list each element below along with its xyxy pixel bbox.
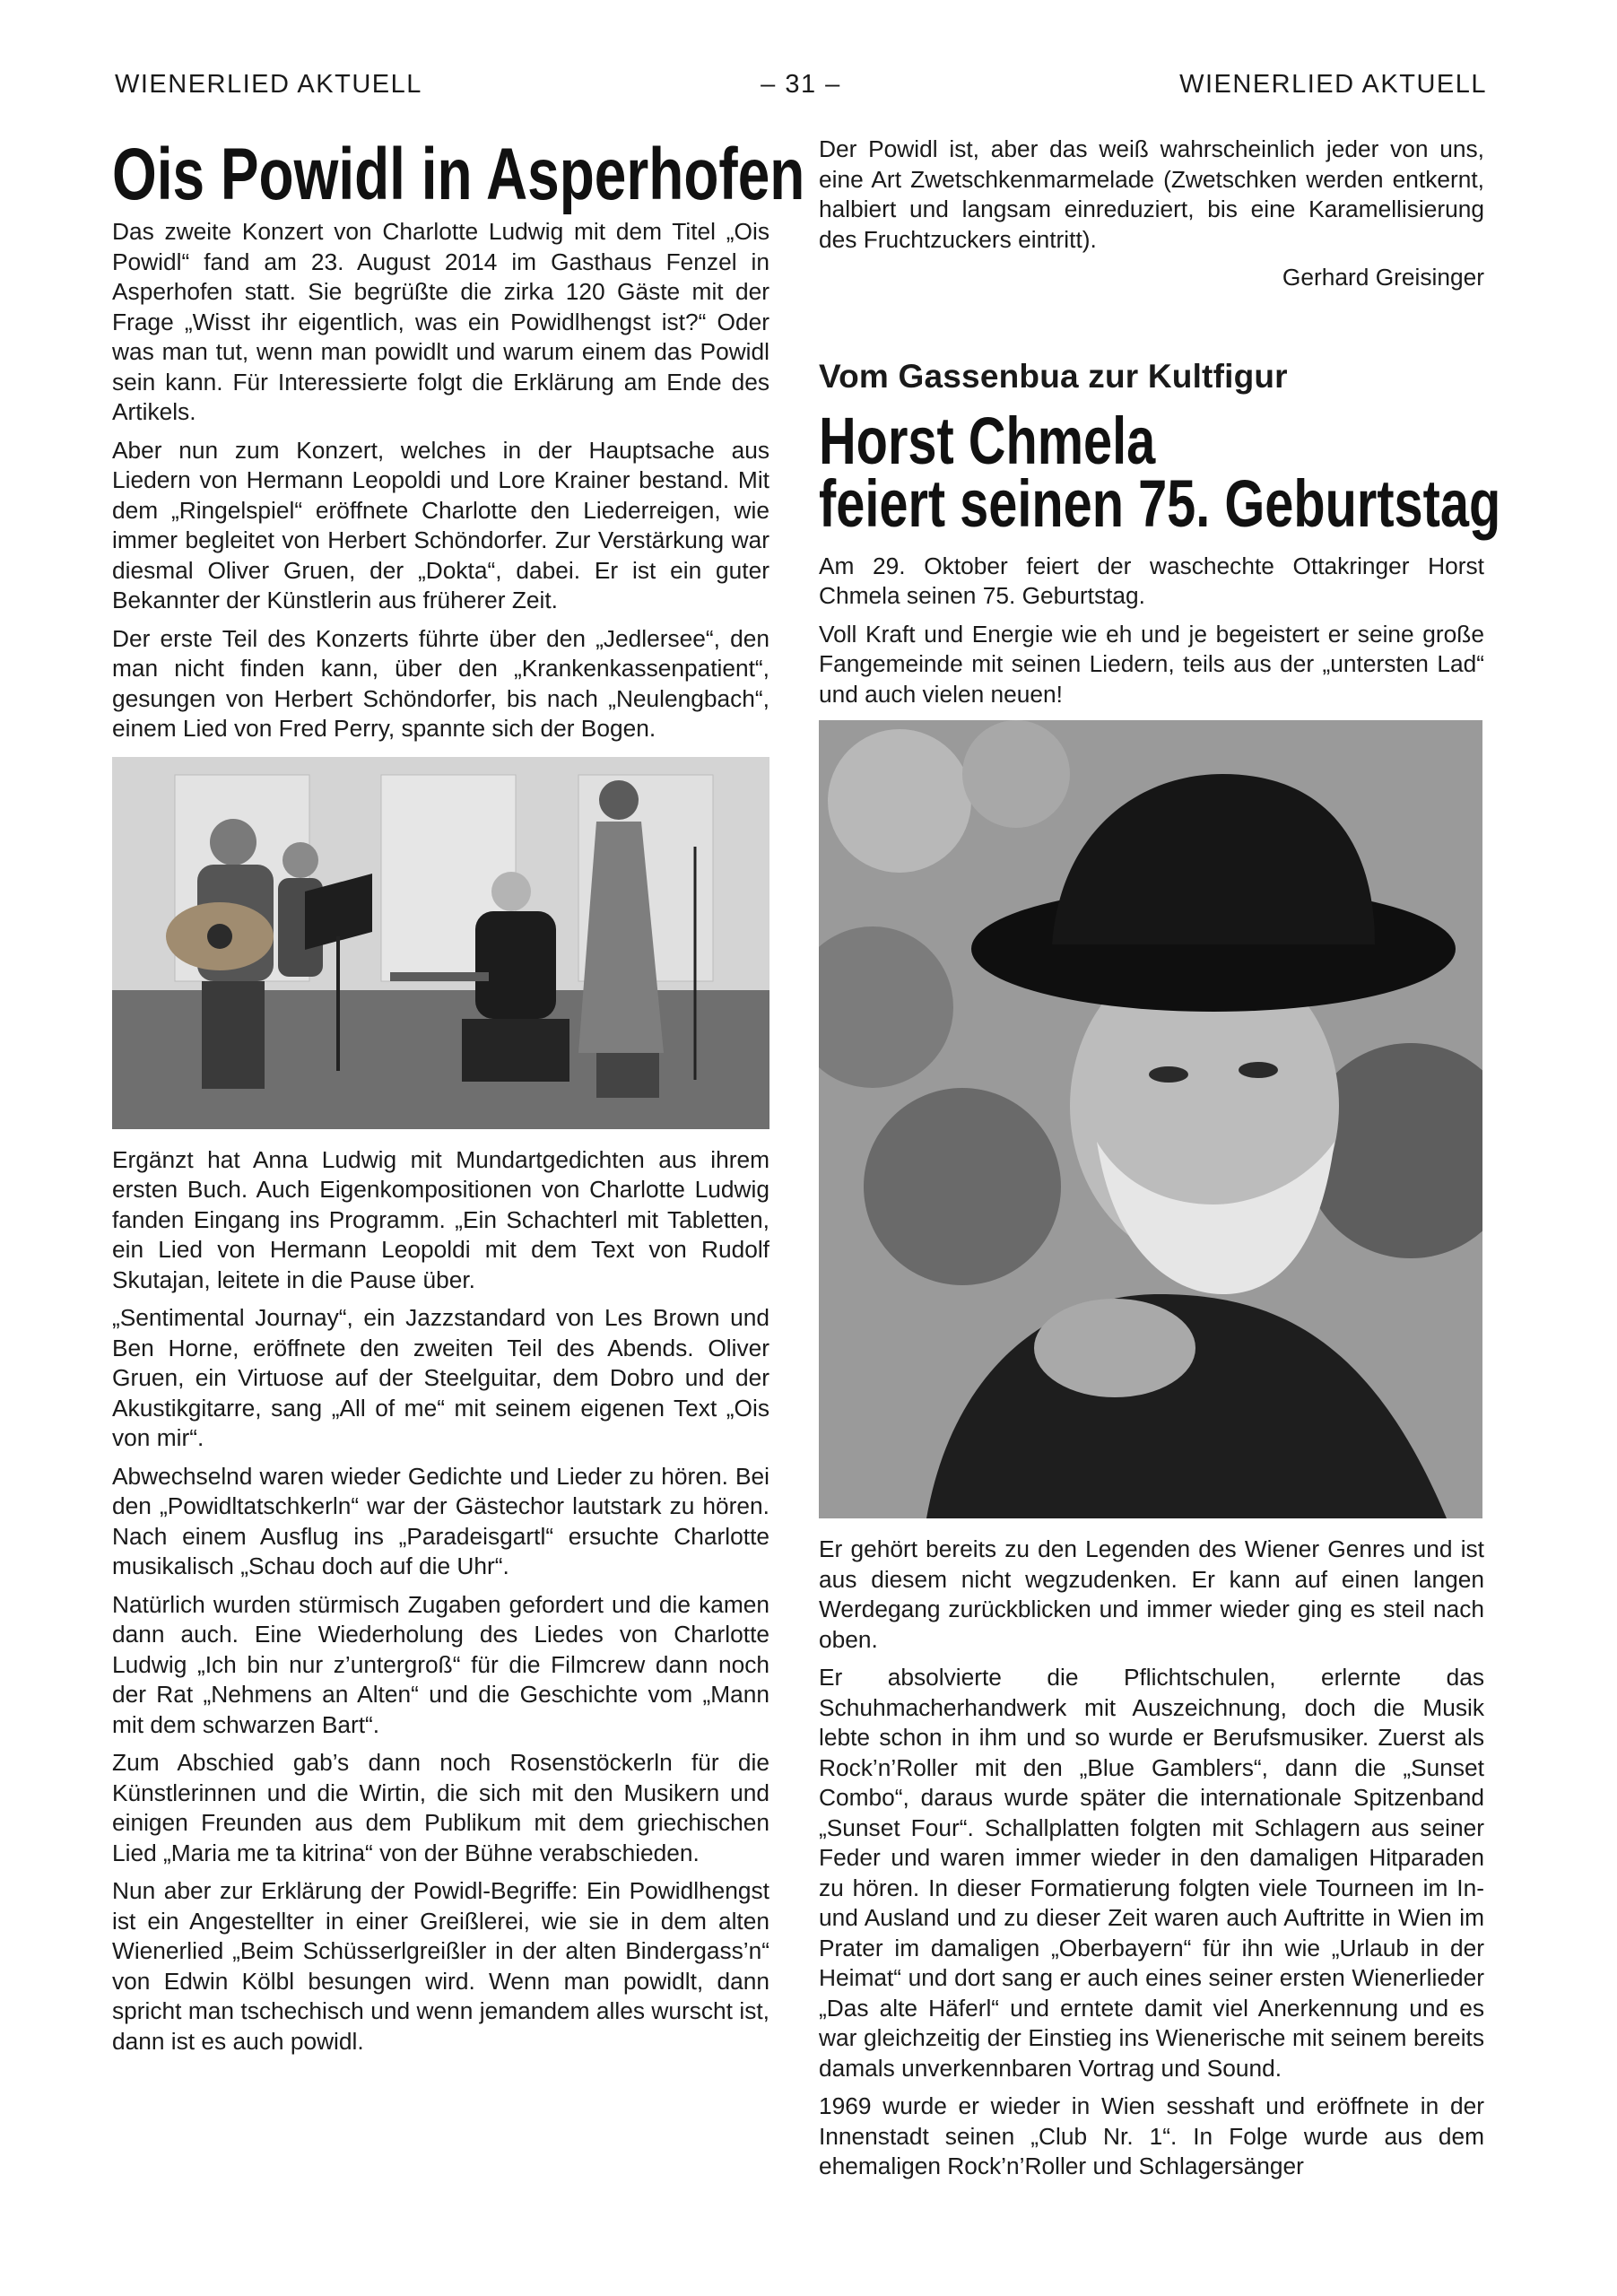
article1-paragraph: Abwechselnd waren wieder Gedichte und Lieder zu hören. Bei den „Powidltatschkerln“ war der Gästechor lautstark zu hören. Nach einem Ausflug ins „Paradeisgartl“ ersuchte Charlotte musikalisch „Schau doch auf die Uhr“. — [112, 1462, 769, 1579]
right-column — [819, 135, 1501, 2190]
article2-kicker: Vom Gassenbua zur Kultfigur — [819, 357, 1288, 395]
article2-title-line2: feiert seinen 75. Geburtstag — [819, 465, 1501, 541]
header-right-title: WIENERLIED AKTUELL — [1179, 70, 1487, 99]
page-header — [115, 70, 1487, 109]
portrait-illustration — [819, 720, 1482, 1518]
article1-author: Gerhard Greisinger — [1282, 264, 1484, 291]
article1-paragraph: Natürlich wurden stürmisch Zugaben gefordert und die kamen dann auch. Eine Wiederholung des Liedes von Charlotte Ludwig „Ich bin nur z’untergroß“ für die Filmcrew dann noch der Rat „Nehmens an Alten“ und die Geschichte vom „Mann mit dem schwarzen Bart“. — [112, 1590, 769, 1738]
article2-title-line1: Horst Chmela — [819, 403, 1156, 478]
article1-title: Ois Powidl in Asperhofen — [112, 134, 805, 215]
article1-paragraph: Das zweite Konzert von Charlotte Ludwig mit dem Titel „Ois Powidl“ fand am 23. August 2014 im Gasthaus Fenzel in Asperhofen statt. Sie begrüßte die zirka 120 Gäste mit der Frage „Wisst ihr eigentlich, was ein Powidlhengst ist?“ Oder was man tut, wenn man powidlt und warum einem das Powidl sein kann. Für Interessierte folgt die Erklärung am Ende des Artikels. — [112, 218, 769, 425]
article1-paragraph: Der erste Teil des Konzerts führte über den „Jedlersee“, den man nicht finden kann, über den „Krankenkassenpatient“, gesungen von Herbert Schöndorfer, bis nach „Neulengbach“, einem Lied von Fred Perry, spannte sich der Bogen. — [112, 624, 769, 742]
left-column — [112, 134, 805, 2065]
concert-photo-illustration — [112, 757, 769, 1129]
concert-photo — [112, 757, 769, 1129]
article1-paragraph: Ergänzt hat Anna Ludwig mit Mundartgedichten aus ihrem ersten Buch. Auch Eigenkompositionen von Charlotte Ludwig fanden Eingang ins Programm. „Ein Schachterl mit Tabletten, ein Lied von Hermann Leopoldi mit dem Text von Rudolf Skutajan, leitete in die Pause über. — [112, 1145, 769, 1293]
article1-paragraph: Zum Abschied gab’s dann noch Rosenstöckerln für die Künstlerinnen und die Wirtin, die sich mit den Musikern und einigen Freunden aus dem Publikum mit dem griechischen Lied „Maria me ta kitrina“ von der Bühne verabschieden. — [112, 1749, 769, 1866]
article2-paragraph: 1969 wurde er wieder in Wien sesshaft und eröffnete in der Innenstadt seinen „Club Nr. 1“. In Folge wurde aus dem ehemaligen Rock’n’Roller und Schlagersänger — [819, 2092, 1484, 2179]
header-left-title: WIENERLIED AKTUELL — [115, 70, 422, 99]
article2-paragraph: Er gehört bereits zu den Legenden des Wiener Genres und ist aus diesem nicht wegzudenken. Er kann auf einen langen Werdegang zurückblicken und immer wieder ging es steil nach oben. — [819, 1535, 1484, 1653]
article2-paragraph: Er absolvierte die Pflichtschulen, erlernte das Schuhmacherhandwerk mit Auszeichnung, doch die Musik lebte schon in ihm und so wurde er Berufsmusiker. Zuerst als Rock’n’Roller mit den „Blue Gamblers“, dann die „Sunset Combo“, daraus wurde später die internationale Spitzenband „Sunset Four“. Schallplatten folgten mit Schlagern aus seiner Feder und waren immer wieder in den damaligen Hitparaden zu hören. In dieser Formatierung folgten viele Tourneen im In- und Ausland und zu dieser Zeit waren auch Auftritte in Wien im Prater im damaligen „Oberbayern“ für ihn wie „Urlaub in der Heimat“ und dort sang er auch eines seiner ersten Wienerlieder „Das alte Häferl“ und erntete damit viel Anerkennung und es war gleichzeitig der Einstieg ins Wienerische mit seinem bereits damals unverkennbaren Vortrag und Sound. — [819, 1664, 1484, 2082]
article1-paragraph: „Sentimental Journay“, ein Jazzstandard von Les Brown und Ben Horne, eröffnete den zweiten Teil des Abends. Oliver Gruen, ein Virtuose auf der Steelguitar, dem Dobro und der Akustikgitarre, sang „All of me“ mit seinem eigenen Text „Ois von mir“. — [112, 1304, 769, 1451]
article1-paragraph: Nun aber zur Erklärung der Powidl-Begriffe: Ein Powidlhengst ist ein Angestellter in einer Greißlerei, wie sie in dem alten Wienerlied „Beim Schüsserlgreißler in der alten Bindergass’n“ von Edwin Kölbl besungen wird. Wenn man powidlt, dann spricht man tschechisch und wenn jemandem alles wurscht ist, dann ist es auch powidl. — [112, 1877, 769, 2055]
article2-intro: Voll Kraft und Energie wie eh und je begeistert er seine große Fangemeinde mit seinen Liedern, teils aus der „untersten Lad“ und auch vielen neuen! — [819, 620, 1484, 708]
article2-intro: Am 29. Oktober feiert der waschechte Ottakringer Horst Chmela seinen 75. Geburtstag. — [819, 552, 1484, 609]
portrait-photo — [819, 720, 1482, 1518]
article1-continuation: Der Powidl ist, aber das weiß wahrscheinlich jeder von uns, eine Art Zwetschkenmarmelade (Zwetschken werden entkernt, halbiert und langsam einreduziert, bis eine Karamellisierung des Fruchtzuckers eintritt). — [819, 135, 1484, 253]
page-number: – 31 – — [761, 70, 841, 99]
article1-paragraph: Aber nun zum Konzert, welches in der Hauptsache aus Liedern von Hermann Leopoldi und Lore Krainer bestand. Mit dem „Ringelspiel“ eröffnete Charlotte den Liederreigen, wie immer begleitet von Herbert Schöndorfer. Zur Verstärkung war diesmal Oliver Gruen, der „Dokta“, dabei. Er ist ein guter Bekannter der Künstlerin aus früherer Zeit. — [112, 436, 769, 613]
